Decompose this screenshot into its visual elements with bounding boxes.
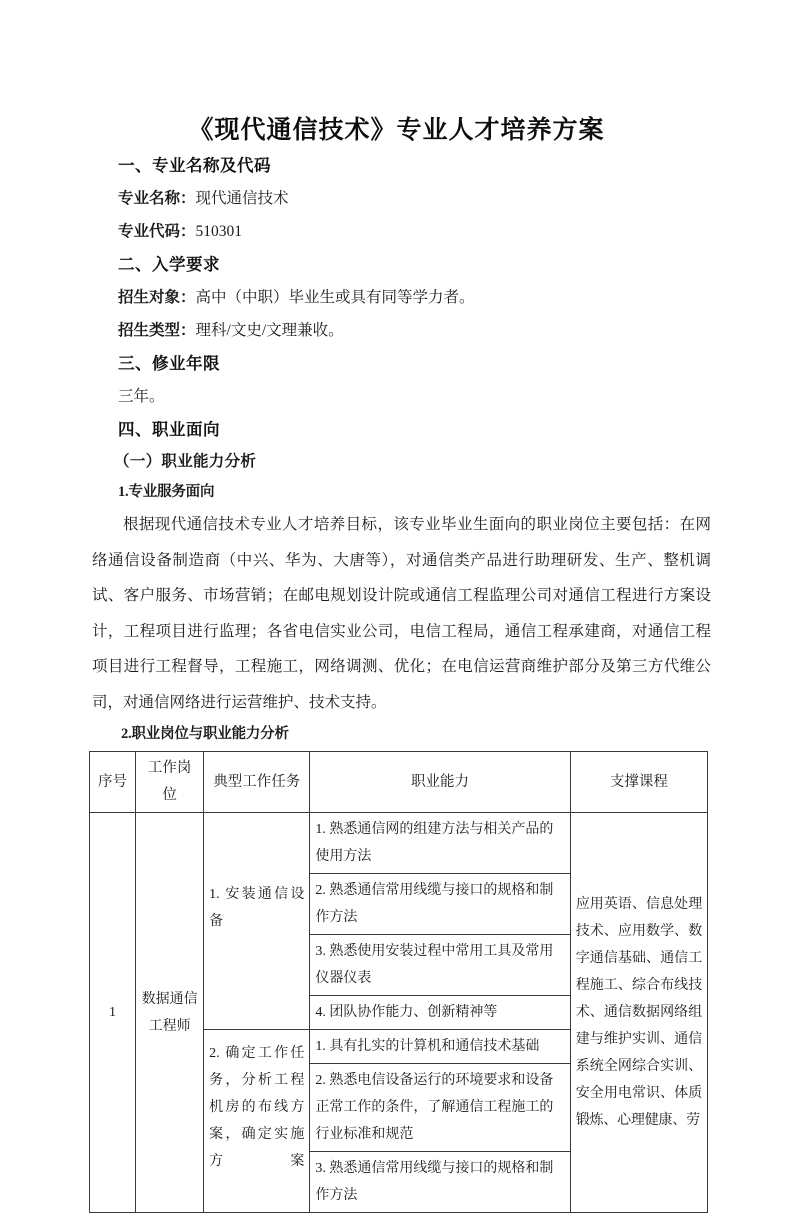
- field-major-code-sep: ：: [180, 223, 196, 240]
- cell-support-courses: 应用英语、信息处理技术、应用数学、数字通信基础、通信工程施工、综合布线技术、通信数据网络组建与维护实训、通信系统全网综合实训、安全用电常识、体质锻炼、心理健康、劳: [570, 813, 707, 1213]
- cell-task-2: [204, 1030, 310, 1213]
- field-major-code: [0, 215, 793, 248]
- cell-row-number: 1: [90, 813, 136, 1213]
- page-title: 《现代通信技术》专业人才培养方案: [188, 117, 605, 144]
- study-duration-text: 三年。: [118, 388, 165, 405]
- field-enrollment-target-value: 高中（中职）毕业生或具有同等学力者。: [195, 289, 475, 306]
- cell-task-1: [204, 813, 310, 1030]
- cell-task-2-text: 2. 确定工作任务，分析工程机房的布线方案，确定实施方案: [209, 1046, 305, 1169]
- subsection-career-ability-analysis: （一）职业能力分析: [114, 453, 257, 470]
- cell-ability-1-1: 1. 熟悉通信网的组建方法与相关产品的使用方法: [310, 813, 570, 874]
- field-major-code-label: 专业代码: [118, 223, 181, 240]
- subsection-service-orientation: 1.专业服务面向: [118, 484, 215, 500]
- cell-ability-1-2: 2. 熟悉通信常用线缆与接口的规格和制作方法: [310, 874, 570, 935]
- table-row: [90, 813, 708, 874]
- cell-task-1-text: 1. 安装通信设备: [209, 886, 305, 929]
- cell-ability-2-1: 1. 具有扎实的计算机和通信技术基础: [310, 1030, 570, 1064]
- cell-ability-1-4: 4. 团队协作能力、创新精神等: [310, 996, 570, 1030]
- field-enrollment-target-sep: ：: [180, 289, 196, 306]
- field-enrollment-type-label: 招生类型: [118, 322, 181, 339]
- field-major-code-value: 510301: [195, 223, 243, 240]
- career-orientation-paragraph: 根据现代通信技术专业人才培养目标，该专业毕业生面向的职业岗位主要包括：在网络通信设备制造商（中兴、华为、大唐等），对通信类产品进行助理研发、生产、整机调试、客户服务、市场营销；在邮电规划设计院或通信工程监理公司对通信工程进行方案设计，工程项目进行监理；各省电信实业公司，电信工程局，通信工程承建商，对通信工程项目进行工程督导，工程施工，网络调测、优化；在电信运营商维护部分及第三方代维公司，对通信网络进行运营维护、技术支持。: [92, 516, 711, 711]
- table-header-no: 序号: [90, 752, 136, 813]
- field-enrollment-type: [0, 314, 793, 347]
- cell-job-post: 数据通信工程师: [136, 813, 204, 1213]
- table-header-course: 支撑课程: [570, 752, 707, 813]
- field-enrollment-target: [0, 281, 793, 314]
- table-header-task: 典型工作任务: [204, 752, 310, 813]
- table-header-post: 工作岗位: [136, 752, 204, 813]
- table-header-row: [90, 752, 708, 813]
- section-heading-2: 二、入学要求: [118, 255, 220, 274]
- field-enrollment-type-sep: ：: [180, 322, 196, 339]
- cell-ability-2-3: 3. 熟悉通信常用线缆与接口的规格和制作方法: [310, 1152, 570, 1213]
- cell-ability-1-3: 3. 熟悉使用安装过程中常用工具及常用仪器仪表: [310, 935, 570, 996]
- section-heading-3: 三、修业年限: [118, 354, 220, 373]
- section-heading-4: 四、职业面向: [118, 420, 220, 439]
- section-heading-1: 一、专业名称及代码: [118, 156, 271, 175]
- field-major-name-value: 现代通信技术: [195, 190, 289, 207]
- field-major-name-sep: ：: [180, 190, 196, 207]
- field-major-name-label: 专业名称: [118, 190, 181, 207]
- job-ability-table: [89, 751, 708, 1213]
- field-major-name: [0, 182, 793, 215]
- cell-ability-2-2: 2. 熟悉电信设备运行的环境要求和设备正常工作的条件，了解通信工程施工的行业标准和规范: [310, 1064, 570, 1152]
- table-header-ability: 职业能力: [310, 752, 570, 813]
- field-enrollment-type-value: 理科/文史/文理兼收。: [195, 322, 344, 339]
- field-enrollment-target-label: 招生对象: [118, 289, 181, 306]
- subsection-post-ability-analysis: 2.职业岗位与职业能力分析: [121, 726, 289, 742]
